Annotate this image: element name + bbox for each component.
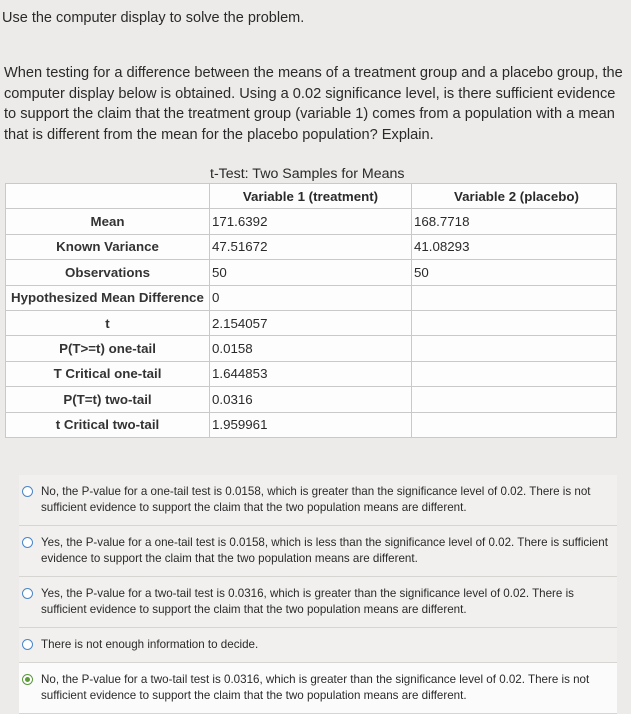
radio-button[interactable] xyxy=(22,639,33,650)
col1-header: Variable 1 (treatment) xyxy=(210,184,412,209)
row-value-v2: 41.08293 xyxy=(412,234,617,259)
row-value-v2 xyxy=(412,361,617,386)
row-label: Mean xyxy=(6,209,210,234)
answer-option-1[interactable] xyxy=(19,475,617,526)
row-value-v2 xyxy=(412,387,617,412)
option-text: Yes, the P-value for a one-tail test is 0.0158, which is less than the significance level of 0.02. There is sufficient evidence to support the claim that the two population means are different. xyxy=(41,536,608,565)
instruction-text: Use the computer display to solve the problem. xyxy=(2,10,305,26)
row-value-v2: 50 xyxy=(412,260,617,285)
row-label: P(T>=t) one-tail xyxy=(6,336,210,361)
radio-button-selected[interactable] xyxy=(22,674,33,685)
t-test-table xyxy=(5,183,617,438)
option-text: No, the P-value for a one-tail test is 0.0158, which is greater than the significance level of 0.02. There is not sufficient evidence to support the claim that the two population means are different. xyxy=(41,485,591,514)
table-row xyxy=(6,285,617,310)
row-label: P(T=t) two-tail xyxy=(6,387,210,412)
row-value-v1: 171.6392 xyxy=(210,209,412,234)
row-value-v1: 1.959961 xyxy=(210,412,412,437)
option-text: There is not enough information to decide. xyxy=(41,638,259,651)
option-text: Yes, the P-value for a two-tail test is 0.0316, which is greater than the significance level of 0.02. There is sufficient evidence to support the claim that the two population means are different. xyxy=(41,587,574,616)
radio-button[interactable] xyxy=(22,486,33,497)
row-value-v1: 0.0316 xyxy=(210,387,412,412)
row-value-v1: 50 xyxy=(210,260,412,285)
table-row xyxy=(6,412,617,437)
row-value-v1: 2.154057 xyxy=(210,310,412,335)
table-row xyxy=(6,234,617,259)
table-row xyxy=(6,361,617,386)
header-empty-cell xyxy=(6,184,210,209)
row-value-v1: 47.51672 xyxy=(210,234,412,259)
col2-header: Variable 2 (placebo) xyxy=(412,184,617,209)
table-row xyxy=(6,336,617,361)
radio-button[interactable] xyxy=(22,537,33,548)
row-label: Known Variance xyxy=(6,234,210,259)
row-value-v2 xyxy=(412,412,617,437)
answer-option-4[interactable] xyxy=(19,628,617,663)
row-value-v2: 168.7718 xyxy=(412,209,617,234)
row-label: t Critical two-tail xyxy=(6,412,210,437)
answer-option-3[interactable] xyxy=(19,577,617,628)
table-title: t-Test: Two Samples for Means xyxy=(210,166,405,182)
row-label: t xyxy=(6,310,210,335)
problem-statement: When testing for a difference between the means of a treatment group and a placebo group, the computer display below is obtained. Using a 0.02 significance level, is there sufficient evidence to support the claim that the treatment group (variable 1) comes from a population with a mean that is different from the mean for the placebo population? Explain. xyxy=(4,65,623,143)
answer-options xyxy=(19,475,617,714)
radio-button[interactable] xyxy=(22,588,33,599)
table-row xyxy=(6,260,617,285)
row-value-v2 xyxy=(412,310,617,335)
table-row xyxy=(6,310,617,335)
table-header-row xyxy=(6,184,617,209)
row-value-v2 xyxy=(412,336,617,361)
row-value-v1: 1.644853 xyxy=(210,361,412,386)
row-label: Hypothesized Mean Difference xyxy=(6,285,210,310)
row-value-v2 xyxy=(412,285,617,310)
row-value-v1: 0.0158 xyxy=(210,336,412,361)
row-label: T Critical one-tail xyxy=(6,361,210,386)
answer-option-2[interactable] xyxy=(19,526,617,577)
answer-option-5[interactable] xyxy=(19,663,617,714)
table-row xyxy=(6,209,617,234)
row-value-v1: 0 xyxy=(210,285,412,310)
option-text: No, the P-value for a two-tail test is 0.0316, which is greater than the significance level of 0.02. There is not sufficient evidence to support the claim that the two population means are different. xyxy=(41,673,590,702)
table-row xyxy=(6,387,617,412)
row-label: Observations xyxy=(6,260,210,285)
